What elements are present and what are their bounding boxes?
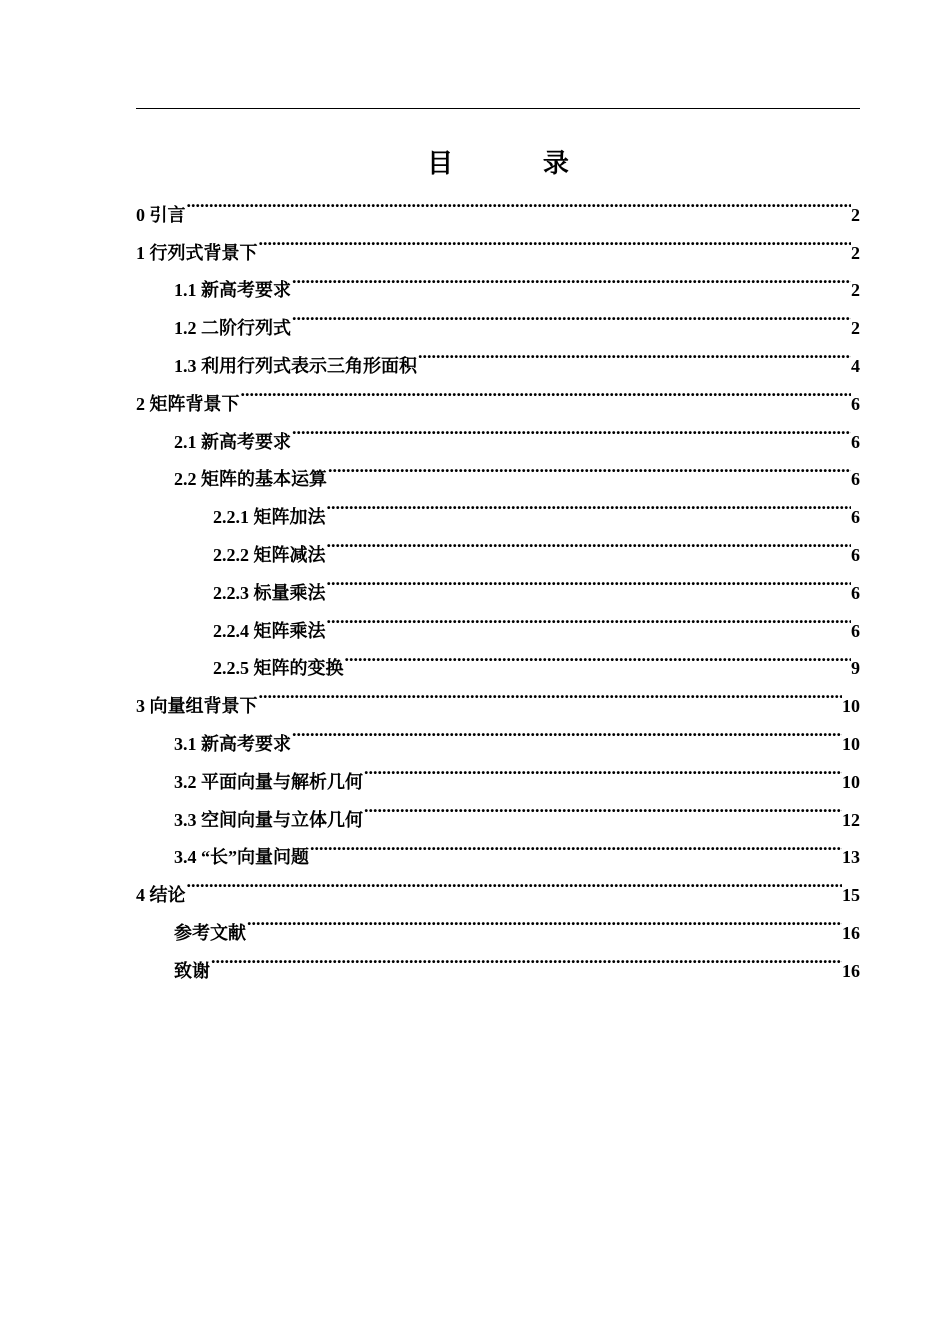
toc-entry-page-number: 6: [851, 469, 860, 490]
toc-entry-page-number: 10: [842, 696, 860, 717]
toc-entry-label: 3 向量组背景下: [136, 696, 258, 717]
toc-entry-page-number: 6: [851, 431, 860, 452]
toc-dot-leader: [291, 259, 851, 297]
toc-entry-page-number: 2: [851, 280, 860, 301]
toc-dot-leader: [327, 448, 851, 486]
toc-dot-leader: [326, 561, 852, 599]
toc-entry-label: 3.1 新高考要求: [174, 733, 291, 754]
toc-entry-page-number: 6: [851, 544, 860, 565]
toc-entry-label: 1.1 新高考要求: [174, 280, 291, 301]
toc-entry[interactable]: [136, 901, 860, 943]
toc-entry-label: 1.2 二阶行列式: [174, 318, 291, 339]
toc-dot-leader: [186, 183, 852, 221]
toc-entry-label: 0 引言: [136, 204, 186, 225]
toc-entry-label: 2 矩阵背景下: [136, 393, 240, 414]
toc-dot-leader: [258, 221, 852, 259]
toc-entry-page-number: 6: [851, 620, 860, 641]
toc-entry-label: 2.1 新高考要求: [174, 431, 291, 452]
toc-entry-label: 3.2 平面向量与解析几何: [174, 771, 363, 792]
toc-entry-page-number: 16: [842, 960, 860, 981]
toc-entry-label: 4 结论: [136, 885, 186, 906]
toc-dot-leader: [344, 637, 852, 675]
toc-entry-page-number: 4: [851, 355, 860, 376]
toc-dot-leader: [363, 750, 842, 788]
toc-entry[interactable]: [136, 183, 860, 225]
toc-entry-page-number: 2: [851, 242, 860, 263]
toc-dot-leader: [417, 334, 851, 372]
toc-entry-label: 2.2 矩阵的基本运算: [174, 469, 327, 490]
toc-entry-label: 2.2.2 矩阵减法: [213, 544, 326, 565]
toc-entry[interactable]: [136, 863, 860, 906]
toc-entry-label: 3.3 空间向量与立体几何: [174, 809, 363, 830]
toc-entry-label: 2.2.5 矩阵的变换: [213, 658, 344, 679]
toc-entry-page-number: 9: [851, 658, 860, 679]
toc-entry-label: 3.4 “长”向量问题: [174, 847, 309, 868]
toc-dot-leader: [291, 712, 842, 750]
toc-entry-page-number: 6: [851, 393, 860, 414]
toc-entry-label: 2.2.4 矩阵乘法: [213, 620, 326, 641]
toc-dot-leader: [291, 410, 851, 448]
toc-entry-page-number: 6: [851, 582, 860, 603]
toc-dot-leader: [326, 485, 852, 523]
toc-entry-page-number: 16: [842, 922, 860, 943]
toc-dot-leader: [363, 788, 842, 826]
toc-entry[interactable]: [136, 221, 860, 263]
toc-entry[interactable]: [136, 939, 860, 981]
toc-dot-leader: [186, 863, 843, 901]
toc-entry-page-number: 2: [851, 204, 860, 225]
toc-entry-label: 致谢: [174, 960, 210, 981]
toc-entry-page-number: 13: [842, 847, 860, 868]
toc-entry-page-number: 2: [851, 318, 860, 339]
table-of-contents: [136, 183, 860, 981]
toc-dot-leader: [240, 372, 852, 410]
toc-entry-page-number: 15: [842, 885, 860, 906]
toc-dot-leader: [246, 901, 842, 939]
toc-dot-leader: [258, 674, 843, 712]
toc-dot-leader: [326, 599, 852, 637]
toc-entry-label: 1 行列式背景下: [136, 242, 258, 263]
toc-entry-label: 2.2.1 矩阵加法: [213, 507, 326, 528]
toc-entry-label: 1.3 利用行列式表示三角形面积: [174, 355, 417, 376]
toc-title: 目 录: [427, 149, 611, 178]
toc-entry-label: 2.2.3 标量乘法: [213, 582, 326, 603]
toc-dot-leader: [309, 826, 842, 864]
toc-dot-leader: [210, 939, 842, 977]
toc-entry-page-number: 6: [851, 507, 860, 528]
toc-dot-leader: [291, 296, 851, 334]
toc-dot-leader: [326, 523, 852, 561]
toc-entry-page-number: 10: [842, 733, 860, 754]
toc-entry-label: 参考文献: [174, 922, 246, 943]
toc-entry-page-number: 10: [842, 771, 860, 792]
toc-entry[interactable]: [136, 410, 860, 452]
header-rule: [136, 108, 860, 109]
toc-entry[interactable]: [136, 372, 860, 414]
toc-entry-page-number: 12: [842, 809, 860, 830]
